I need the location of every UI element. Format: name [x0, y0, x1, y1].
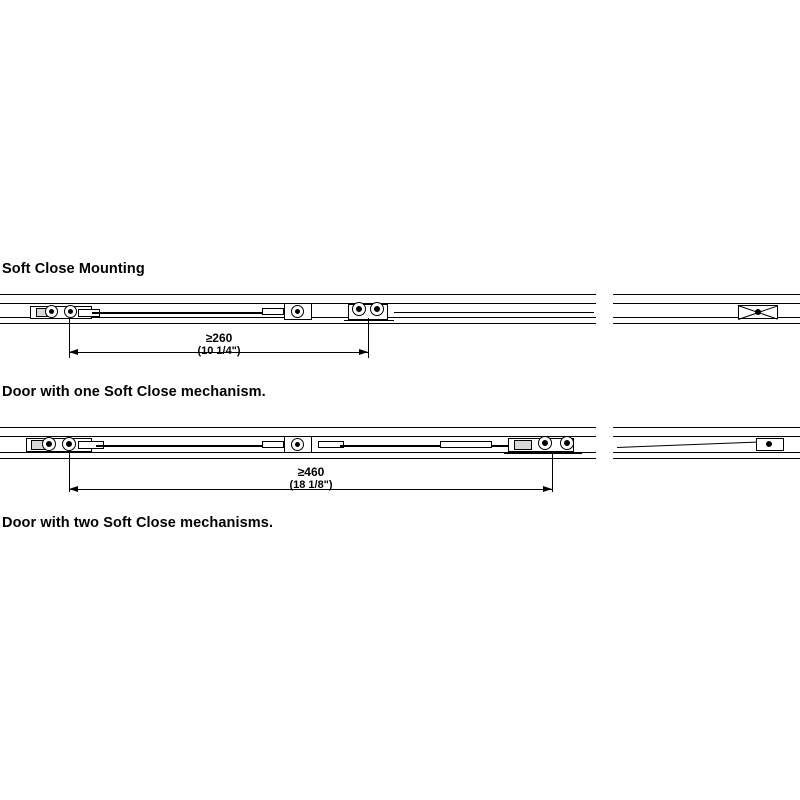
- arm-end-fitting-right-2: [440, 441, 492, 448]
- side-axle-2: [766, 441, 772, 447]
- dim-460-arrow-right: [543, 486, 552, 492]
- dim-460-ext-right: [552, 452, 553, 492]
- hanger-axle-mid-2: [295, 442, 300, 447]
- roller-left-axle-b-2: [66, 441, 72, 447]
- panel-edge-line-1: [394, 312, 594, 313]
- side-axle-1: [755, 309, 761, 315]
- roller-right-axle-2: [542, 440, 548, 446]
- side-rail-inner-2: [613, 452, 800, 453]
- connector-arm-left-2: [96, 445, 264, 447]
- trolley-axle-a-1: [356, 306, 362, 312]
- page-title: Soft Close Mounting: [2, 261, 145, 277]
- trolley-base-right-1: [344, 320, 394, 321]
- trolley-axle-b-1: [374, 306, 380, 312]
- dim-460-arrow-left: [69, 486, 78, 492]
- mechanism-base-right-2: [504, 453, 582, 454]
- caption-two-mechanisms: Door with two Soft Close mechanisms.: [2, 515, 274, 531]
- arm-end-fitting-1: [262, 308, 284, 315]
- dim-260-ext-right: [368, 318, 369, 358]
- side-rail-top-1: [613, 294, 800, 304]
- caption-one-mechanism: Door with one Soft Close mechanism.: [2, 384, 266, 400]
- roller-left-axle-1: [49, 309, 54, 314]
- dim-260-arrow-right: [359, 349, 368, 355]
- dim-260-arrow-left: [69, 349, 78, 355]
- connector-arm-1: [92, 312, 272, 314]
- dim-460-metric: ≥460: [297, 465, 325, 479]
- side-rail-top-2: [613, 427, 800, 437]
- connector-arm-right-2: [340, 445, 528, 447]
- dim-260-imperial: (10 1/4"): [197, 345, 241, 357]
- dim-460-label: [231, 466, 391, 492]
- dim-260-metric: ≥260: [205, 331, 233, 345]
- roller-left-axle-2: [46, 441, 52, 447]
- roller-right-axle-b-2: [564, 440, 570, 446]
- dim-460-imperial: (18 1/8"): [289, 479, 333, 491]
- roller-right-axle-1: [68, 309, 73, 314]
- dim-260-label: [139, 332, 299, 358]
- soft-close-damper-right-2: [514, 440, 532, 450]
- hanger-axle-mid-1: [295, 309, 300, 314]
- arm-end-fitting-left-2: [262, 441, 284, 448]
